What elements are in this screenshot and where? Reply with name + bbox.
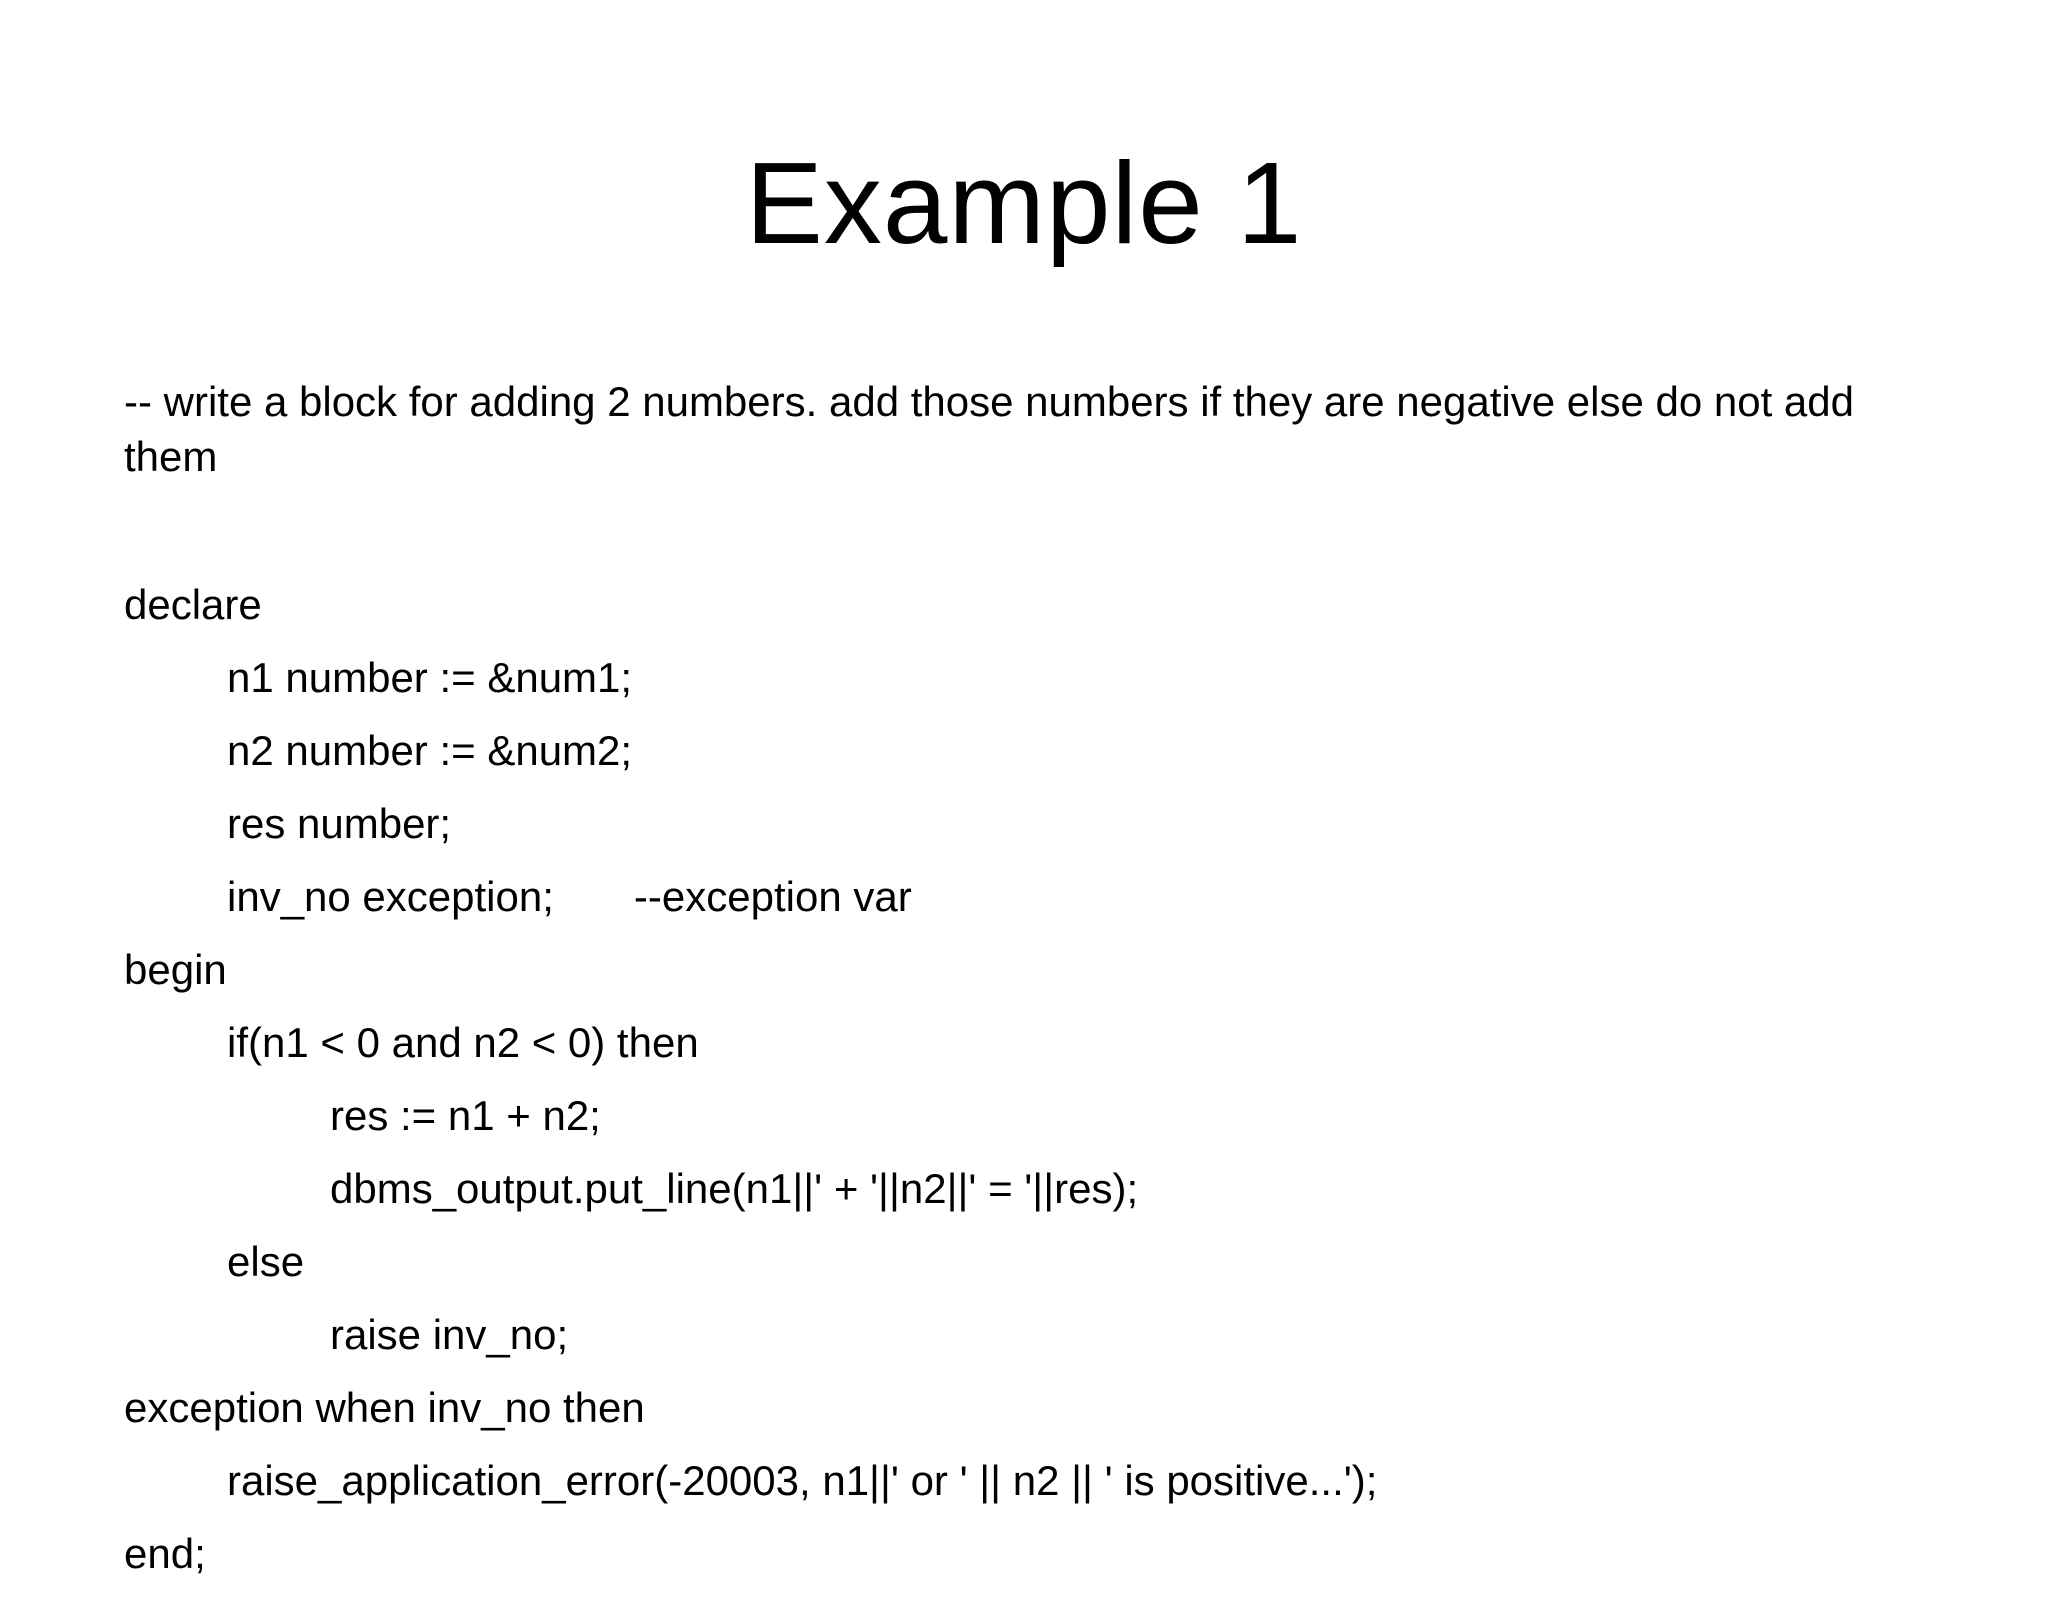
code-line bbox=[124, 577, 1974, 650]
code-line-text: n2 number := &num2; bbox=[227, 727, 633, 774]
code-line-text: res := n1 + n2; bbox=[330, 1092, 601, 1139]
code-line-text: raise_application_error(-20003, n1||' or ' || n2 || ' is positive...'); bbox=[227, 1457, 1378, 1504]
code-line-text: raise inv_no; bbox=[330, 1311, 569, 1358]
code-line-text: end; bbox=[124, 1530, 206, 1577]
code-line bbox=[124, 1161, 1974, 1234]
code-line bbox=[124, 1088, 1974, 1161]
code-line bbox=[124, 1526, 1974, 1599]
code-line-text: declare bbox=[124, 581, 262, 628]
code-line-text: exception when inv_no then bbox=[124, 1384, 645, 1431]
code-line bbox=[124, 1453, 1974, 1526]
code-line-text: n1 number := &num1; bbox=[227, 654, 633, 701]
code-line-text: if(n1 < 0 and n2 < 0) then bbox=[227, 1019, 699, 1066]
code-line-text: dbms_output.put_line(n1||' + '||n2||' = '||res); bbox=[330, 1165, 1139, 1212]
code-line bbox=[124, 1234, 1974, 1307]
slide-title: Example 1 bbox=[745, 138, 1303, 268]
code-line-text: else bbox=[227, 1238, 305, 1285]
code-line bbox=[124, 869, 1974, 942]
code-inline-comment: --exception var bbox=[633, 873, 912, 920]
code-line bbox=[124, 1307, 1974, 1380]
task-comment: -- write a block for adding 2 numbers. add those numbers if they are negative else do not add them bbox=[124, 378, 1854, 480]
code-line bbox=[124, 796, 1974, 869]
code-block bbox=[124, 577, 1974, 1599]
code-line bbox=[124, 1015, 1974, 1088]
code-line bbox=[124, 650, 1974, 723]
code-line bbox=[124, 723, 1974, 796]
code-line bbox=[124, 1380, 1974, 1453]
code-line-text: res number; bbox=[227, 800, 452, 847]
code-line-text: inv_no exception; bbox=[227, 873, 554, 920]
code-line bbox=[124, 942, 1974, 1015]
code-line-text: begin bbox=[124, 946, 227, 993]
